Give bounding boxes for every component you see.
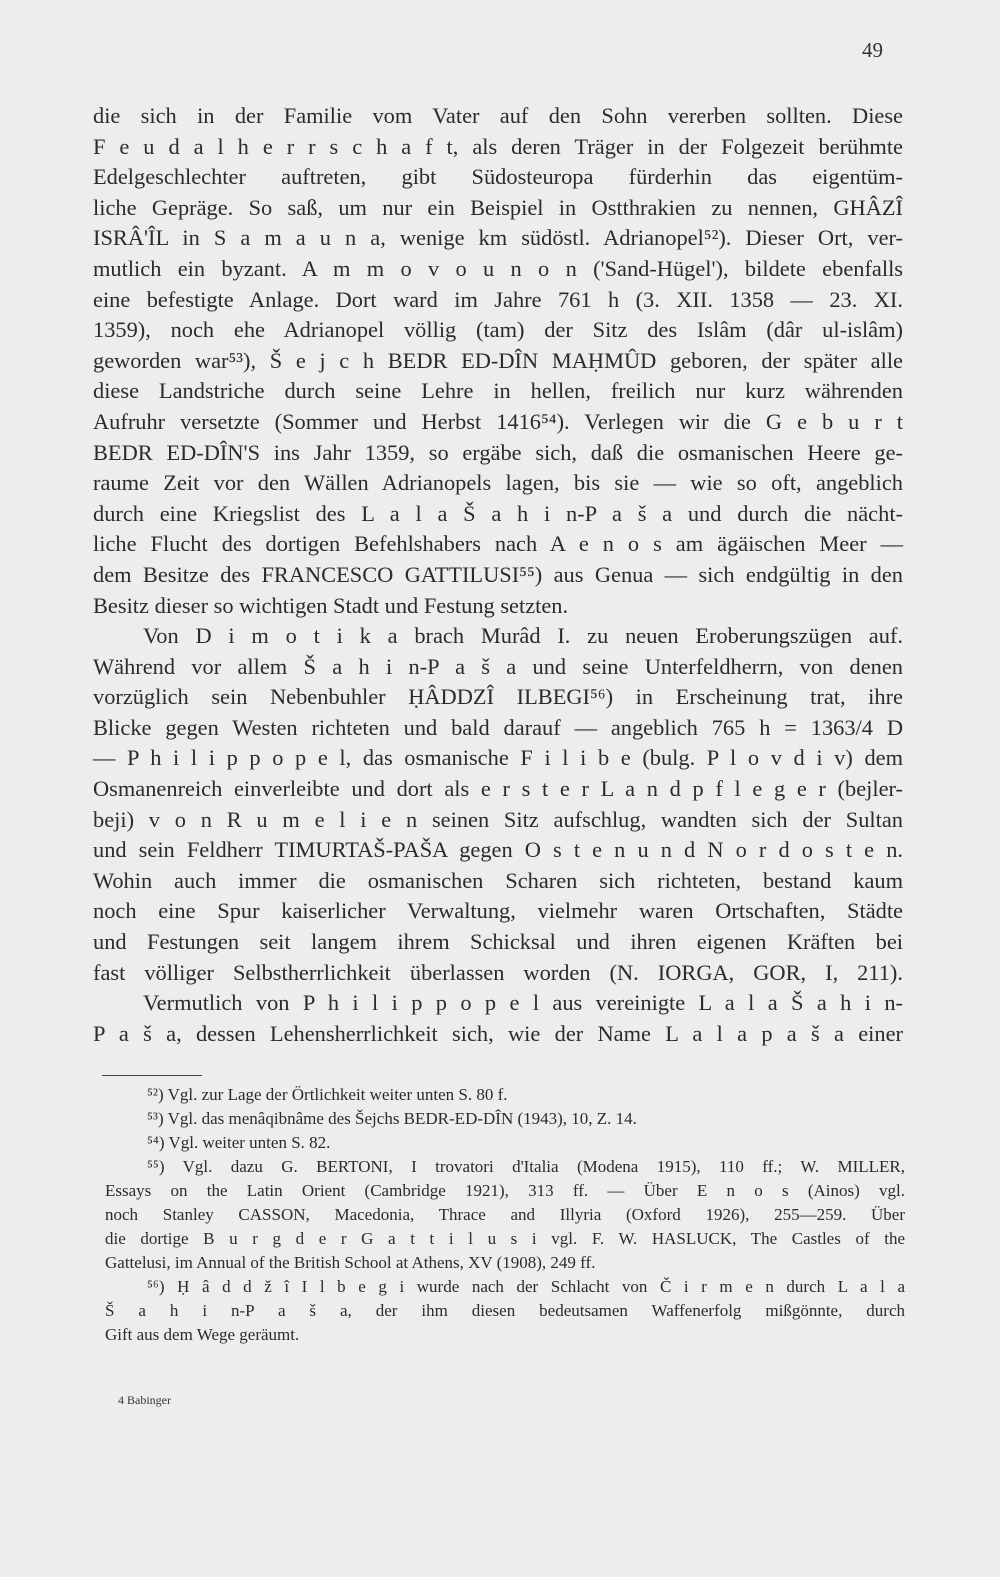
body-line: Besitz dieser so wichtigen Stadt und Festung setzten. bbox=[93, 592, 569, 618]
body-line: BEDR ED-DÎN'S ins Jahr 1359, so ergäbe sich, daß die osmanischen Heere ge- bbox=[93, 439, 903, 465]
body-text bbox=[93, 101, 903, 1049]
body-line: die sich in der Familie vom Vater auf den Sohn vererben sollten. Diese bbox=[93, 103, 903, 128]
page-number: 49 bbox=[862, 38, 883, 62]
body-line: P a š a, dessen Lehensherrlichkeit sich, wie der Name L a l a p a š a einer bbox=[93, 1020, 903, 1046]
body-line: Osmanenreich einverleibte und dort als e r s t e r L a n d p f l e g e r (bejler- bbox=[93, 776, 903, 802]
footnote-line: ⁵⁵) Vgl. dazu G. BERTONI, I trovatori d'Italia (Modena 1915), 110 ff.; W. MILLER, bbox=[147, 1157, 905, 1176]
body-line: F e u d a l h e r r s c h a f t, als deren Träger in der Folgezeit berühmte bbox=[93, 133, 903, 159]
body-line: und sein Feldherr TIMURTAŠ-PAŠA gegen O s t e n u n d N o r d o s t e n. bbox=[93, 837, 903, 863]
body-line: ISRÂ'ÎL in S a m a u n a, wenige km südöstl. Adrianopel⁵²). Dieser Ort, ver- bbox=[93, 225, 903, 251]
body-line: Aufruhr versetzte (Sommer und Herbst 1416⁵⁴). Verlegen wir die G e b u r t bbox=[93, 408, 903, 434]
footnote-line: ⁵³) Vgl. das menâqibnâme des Šejchs BEDR-ED-DÎN (1943), 10, Z. 14. bbox=[147, 1109, 637, 1128]
body-line: Vermutlich von P h i l i p p o p e l aus vereinigte L a l a Š a h i n- bbox=[143, 990, 903, 1016]
body-line: Blicke gegen Westen richteten und bald darauf — angeblich 765 h = 1363/4 D bbox=[93, 714, 903, 740]
body-line: fast völliger Selbstherrlichkeit überlassen worden (N. IORGA, GOR, I, 211). bbox=[93, 959, 903, 985]
body-line: und Festungen seit langem ihrem Schicksal und ihren eigenen Kräften bei bbox=[93, 929, 903, 955]
footnote-line: Essays on the Latin Orient (Cambridge 1921), 313 ff. — Über E n o s (Ainos) vgl. bbox=[105, 1181, 905, 1200]
footnote-line: ⁵⁶) Ḥ â d d ž î I l b e g i wurde nach der Schlacht von Č i r m e n durch L a l a bbox=[147, 1277, 905, 1296]
body-line: noch eine Spur kaiserlicher Verwaltung, vielmehr waren Ortschaften, Städte bbox=[93, 898, 903, 924]
body-line: durch eine Kriegslist des L a l a Š a h i n-P a š a und durch die nächt- bbox=[93, 500, 903, 526]
body-line: diese Landstriche durch seine Lehre in hellen, freilich nur kurz währenden bbox=[93, 378, 903, 404]
body-line: mutlich ein byzant. A m m o v o u n o n ('Sand-Hügel'), bildete ebenfalls bbox=[93, 255, 903, 281]
footnote-line: noch Stanley CASSON, Macedonia, Thrace and Illyria (Oxford 1926), 255—259. Über bbox=[105, 1205, 905, 1224]
body-line: beji) v o n R u m e l i e n seinen Sitz aufschlug, wandten sich der Sultan bbox=[93, 806, 903, 832]
body-line: Edelgeschlechter auftreten, gibt Südosteuropa fürderhin das eigentüm- bbox=[93, 164, 903, 190]
footnote-line: die dortige B u r g d e r G a t t i l u s i vgl. F. W. HASLUCK, The Castles of the bbox=[105, 1229, 905, 1248]
body-line: liche Gepräge. So saß, um nur ein Beispiel in Ostthrakien zu nennen, GHÂZÎ bbox=[93, 194, 903, 220]
body-line: dem Besitze des FRANCESCO GATTILUSI⁵⁵) aus Genua — sich endgültig in den bbox=[93, 561, 903, 587]
footnote-line: ⁵²) Vgl. zur Lage der Örtlichkeit weiter unten S. 80 f. bbox=[147, 1085, 508, 1104]
body-line: 1359), noch ehe Adrianopel völlig (tam) der Sitz des Islâm (dâr ul-islâm) bbox=[93, 317, 903, 343]
footnote-line: Gattelusi, im Annual of the British School at Athens, XV (1908), 249 ff. bbox=[105, 1253, 596, 1272]
body-line: geworden war⁵³), Š e j c h BEDR ED-DÎN MAḤMÛD geboren, der später alle bbox=[93, 347, 903, 373]
body-line: vorzüglich sein Nebenbuhler ḤÂDDZÎ ILBEGI⁵⁶) in Erscheinung trat, ihre bbox=[93, 684, 903, 710]
body-line: Von D i m o t i k a brach Murâd I. zu neuen Eroberungszügen auf. bbox=[143, 623, 903, 649]
footnote-rule bbox=[102, 1075, 202, 1076]
body-line: — P h i l i p p o p e l, das osmanische F i l i b e (bulg. P l o v d i v) dem bbox=[93, 745, 903, 771]
body-line: Während vor allem Š a h i n-P a š a und seine Unterfeldherrn, von denen bbox=[93, 653, 903, 679]
footnote-line: Š a h i n-P a š a, der ihm diesen bedeutsamen Waffenerfolg mißgönnte, durch bbox=[105, 1301, 905, 1320]
printer-signature: 4 Babinger bbox=[118, 1393, 171, 1407]
footnote-line: Gift aus dem Wege geräumt. bbox=[105, 1325, 300, 1344]
footnotes bbox=[105, 1083, 905, 1347]
body-line: eine befestigte Anlage. Dort ward im Jahre 761 h (3. XII. 1358 — 23. XI. bbox=[93, 286, 903, 312]
body-line: Wohin auch immer die osmanischen Scharen sich richteten, bestand kaum bbox=[93, 867, 903, 893]
body-line: liche Flucht des dortigen Befehlshabers nach A e n o s am ägäischen Meer — bbox=[93, 531, 903, 557]
footnote-line: ⁵⁴) Vgl. weiter unten S. 82. bbox=[147, 1133, 331, 1152]
body-line: raume Zeit vor den Wällen Adrianopels lagen, bis sie — wie so oft, angeblich bbox=[93, 470, 903, 496]
